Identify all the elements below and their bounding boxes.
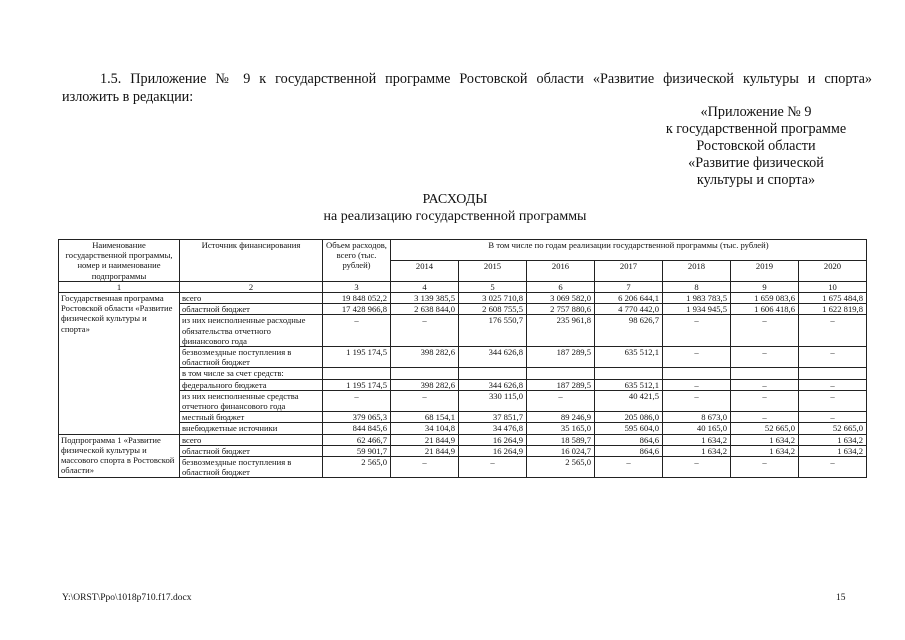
value-cell: 1 195 174,5 — [323, 379, 391, 390]
value-cell: 4 770 442,0 — [595, 304, 663, 315]
value-cell: – — [595, 457, 663, 478]
column-number: 7 — [595, 281, 663, 292]
column-number: 1 — [59, 281, 180, 292]
table-row — [59, 347, 867, 368]
source-cell: местный бюджет — [180, 412, 323, 423]
appendix-heading — [600, 104, 905, 189]
value-cell: 8 673,0 — [663, 412, 731, 423]
header-year: 2020 — [799, 260, 867, 281]
value-cell: 1 634,2 — [799, 434, 867, 445]
value-cell: 1 634,2 — [799, 445, 867, 456]
value-cell: 330 115,0 — [459, 390, 527, 411]
value-cell: 34 104,8 — [391, 423, 459, 434]
value-cell: – — [663, 315, 731, 347]
value-cell: – — [527, 390, 595, 411]
value-cell: – — [459, 457, 527, 478]
value-cell: 1 634,2 — [663, 445, 731, 456]
value-cell — [323, 368, 391, 379]
header-year: 2014 — [391, 260, 459, 281]
value-cell — [799, 368, 867, 379]
value-cell: 1 983 783,5 — [663, 293, 731, 304]
subprogram-name-cell: Подпрограмма 1 «Развитие физической культуры и массового спорта в Ростовской области» — [59, 434, 180, 478]
value-cell: 379 065,3 — [323, 412, 391, 423]
value-cell: – — [799, 390, 867, 411]
value-cell: – — [799, 379, 867, 390]
value-cell: – — [799, 347, 867, 368]
value-cell: – — [663, 379, 731, 390]
column-numbers-row — [59, 281, 867, 292]
value-cell — [731, 368, 799, 379]
value-cell: – — [663, 347, 731, 368]
value-cell: – — [799, 315, 867, 347]
table-body — [59, 240, 867, 478]
value-cell: – — [731, 379, 799, 390]
value-cell: 205 086,0 — [595, 412, 663, 423]
table-row — [59, 293, 867, 304]
header-year: 2015 — [459, 260, 527, 281]
value-cell: 235 961,8 — [527, 315, 595, 347]
value-cell: – — [663, 457, 731, 478]
header-by-years: В том числе по годам реализации государственной программы (тыс. рублей) — [391, 240, 867, 261]
value-cell: 21 844,9 — [391, 445, 459, 456]
header-year: 2018 — [663, 260, 731, 281]
table-row — [59, 423, 867, 434]
value-cell: 2 565,0 — [527, 457, 595, 478]
footer-page-number: 15 — [836, 593, 846, 603]
value-cell: 3 139 385,5 — [391, 293, 459, 304]
appendix-line-3: Ростовской области — [696, 138, 816, 154]
column-number: 9 — [731, 281, 799, 292]
value-cell: 1 634,2 — [663, 434, 731, 445]
value-cell: 21 844,9 — [391, 434, 459, 445]
appendix-line-2: к государственной программе — [665, 121, 847, 137]
value-cell: 40 165,0 — [663, 423, 731, 434]
value-cell: 1 606 418,6 — [731, 304, 799, 315]
value-cell: 62 466,7 — [323, 434, 391, 445]
intro-line-2: изложить в редакции: — [62, 89, 194, 105]
source-cell: безвозмездные поступления в областной бюджет — [180, 457, 323, 478]
value-cell: 1 934 945,5 — [663, 304, 731, 315]
expenses-table — [58, 239, 867, 478]
value-cell: 16 264,9 — [459, 434, 527, 445]
header-name: Наименование государственной программы, номер и наименование подпрограммы — [59, 240, 180, 282]
value-cell: 3 025 710,8 — [459, 293, 527, 304]
value-cell — [527, 368, 595, 379]
value-cell: 844 845,6 — [323, 423, 391, 434]
value-cell: 595 604,0 — [595, 423, 663, 434]
value-cell: 2 757 880,6 — [527, 304, 595, 315]
value-cell: – — [323, 390, 391, 411]
value-cell: – — [323, 315, 391, 347]
header-volume: Объем расходов, всего (тыс. рублей) — [323, 240, 391, 282]
value-cell: 1 634,2 — [731, 434, 799, 445]
value-cell: 1 622 819,8 — [799, 304, 867, 315]
source-cell: безвозмездные поступления в областной бюджет — [180, 347, 323, 368]
value-cell: – — [731, 347, 799, 368]
source-cell: в том числе за счет средств: — [180, 368, 323, 379]
header-year: 2019 — [731, 260, 799, 281]
document-title: РАСХОДЫ — [422, 192, 488, 207]
value-cell: 35 165,0 — [527, 423, 595, 434]
table-row — [59, 434, 867, 445]
value-cell: 635 512,1 — [595, 347, 663, 368]
value-cell: – — [799, 412, 867, 423]
value-cell: 2 608 755,5 — [459, 304, 527, 315]
header-year: 2017 — [595, 260, 663, 281]
value-cell: 16 024,7 — [527, 445, 595, 456]
value-cell: 19 848 052,2 — [323, 293, 391, 304]
value-cell: – — [391, 315, 459, 347]
footer-file-path: Y:\ORST\Ppo\1018p710.f17.docx — [62, 593, 192, 603]
value-cell: 16 264,9 — [459, 445, 527, 456]
table-row — [59, 445, 867, 456]
appendix-line-5: культуры и спорта» — [696, 172, 816, 188]
source-cell: областной бюджет — [180, 445, 323, 456]
value-cell: 635 512,1 — [595, 379, 663, 390]
value-cell: – — [731, 315, 799, 347]
table-row — [59, 368, 867, 379]
header-source: Источник финансирования — [180, 240, 323, 282]
appendix-line-1: «Приложение № 9 — [700, 104, 812, 120]
value-cell: 2 565,0 — [323, 457, 391, 478]
value-cell: 98 626,7 — [595, 315, 663, 347]
table-row — [59, 304, 867, 315]
value-cell: 89 246,9 — [527, 412, 595, 423]
value-cell: 2 638 844,0 — [391, 304, 459, 315]
value-cell: – — [731, 412, 799, 423]
header-year: 2016 — [527, 260, 595, 281]
value-cell: – — [663, 390, 731, 411]
value-cell: 1 634,2 — [731, 445, 799, 456]
value-cell — [595, 368, 663, 379]
value-cell: 37 851,7 — [459, 412, 527, 423]
value-cell: 176 550,7 — [459, 315, 527, 347]
value-cell: 52 665,0 — [799, 423, 867, 434]
value-cell: – — [799, 457, 867, 478]
column-number: 4 — [391, 281, 459, 292]
value-cell: 18 589,7 — [527, 434, 595, 445]
intro-line-1: 1.5. Приложение № 9 к государственной программе Ростовской области «Развитие физической культуры и спорта» — [100, 71, 872, 87]
value-cell — [663, 368, 731, 379]
column-number: 6 — [527, 281, 595, 292]
value-cell: 17 428 966,8 — [323, 304, 391, 315]
value-cell: – — [731, 457, 799, 478]
column-number: 3 — [323, 281, 391, 292]
source-cell: из них неисполненные средства отчетного финансового года — [180, 390, 323, 411]
source-cell: всего — [180, 434, 323, 445]
value-cell: – — [391, 457, 459, 478]
value-cell: – — [731, 390, 799, 411]
column-number: 2 — [180, 281, 323, 292]
table-row — [59, 457, 867, 478]
value-cell — [459, 368, 527, 379]
value-cell: 398 282,6 — [391, 379, 459, 390]
table-row — [59, 379, 867, 390]
column-number: 10 — [799, 281, 867, 292]
column-number: 5 — [459, 281, 527, 292]
value-cell: 1 659 083,6 — [731, 293, 799, 304]
value-cell: 344 626,8 — [459, 347, 527, 368]
column-number: 8 — [663, 281, 731, 292]
value-cell: 398 282,6 — [391, 347, 459, 368]
source-cell: федерального бюджета — [180, 379, 323, 390]
source-cell: областной бюджет — [180, 304, 323, 315]
appendix-line-4: «Развитие физической — [688, 155, 824, 171]
value-cell: – — [391, 390, 459, 411]
value-cell: 344 626,8 — [459, 379, 527, 390]
intro-paragraph — [62, 70, 872, 106]
value-cell: 52 665,0 — [731, 423, 799, 434]
value-cell: 68 154,1 — [391, 412, 459, 423]
value-cell: 187 289,5 — [527, 379, 595, 390]
value-cell — [391, 368, 459, 379]
header-row — [59, 240, 867, 261]
table-row — [59, 315, 867, 347]
source-cell: всего — [180, 293, 323, 304]
value-cell: 864,6 — [595, 434, 663, 445]
value-cell: 864,6 — [595, 445, 663, 456]
value-cell: 1 675 484,8 — [799, 293, 867, 304]
value-cell: 6 206 644,1 — [595, 293, 663, 304]
value-cell: 187 289,5 — [527, 347, 595, 368]
program-name-cell: Государственная программа Ростовской области «Развитие физической культуры и спорта» — [59, 293, 180, 435]
source-cell: внебюджетные источники — [180, 423, 323, 434]
source-cell: из них неисполненные расходные обязательства отчетного финансового года — [180, 315, 323, 347]
document-subtitle: на реализацию государственной программы — [323, 209, 587, 224]
value-cell: 40 421,5 — [595, 390, 663, 411]
value-cell: 34 476,8 — [459, 423, 527, 434]
value-cell: 59 901,7 — [323, 445, 391, 456]
value-cell: 1 195 174,5 — [323, 347, 391, 368]
table-row — [59, 412, 867, 423]
value-cell: 3 069 582,0 — [527, 293, 595, 304]
table-row — [59, 390, 867, 411]
